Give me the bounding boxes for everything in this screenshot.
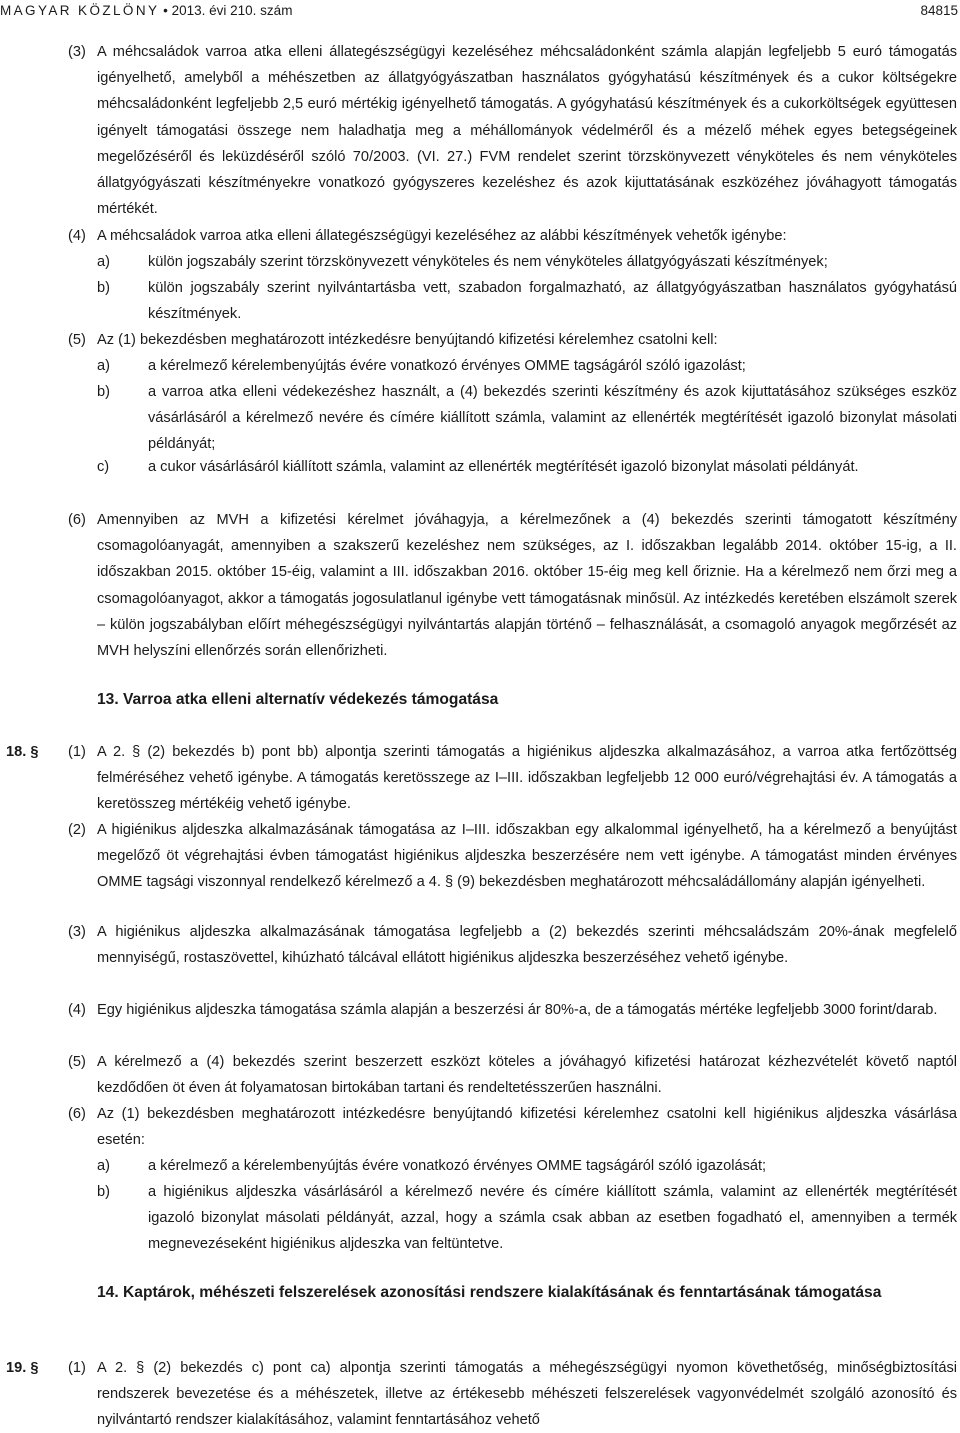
point-letter: a) (97, 1158, 110, 1174)
page-number: 84815 (920, 3, 958, 18)
paragraph-number: (1) (68, 744, 86, 760)
paragraph-number: (3) (68, 924, 86, 940)
paragraph-text: Az (1) bekezdésben meghatározott intézkedésre benyújtandó kifizetési kérelemhez csatolni kell: (97, 332, 718, 348)
point-text: a kérelmező a kérelembenyújtás évére vonatkozó érvényes OMME tagságáról szóló igazolását; (148, 1158, 767, 1174)
point-letter: a) (97, 254, 110, 270)
paragraph-text: A higiénikus aljdeszka alkalmazásának támogatása legfeljebb a (2) bekezdés szerinti méhcsaládszám 20%-ának megfelelő mennyiségű, rostaszövettel, kihúzható tálcával ellátott higiénikus aljdeszka beszerzéséhez vehető igénybe. (97, 924, 957, 967)
running-head (0, 3, 292, 18)
point-text: a varroa atka elleni védekezéshez használt, a (4) bekezdés szerinti készítmény és azok kijuttatásához szükséges eszköz vásárlásáról a kérelmező nevére és címére kiállított számla, valamint az ellenérték megtérítését igazoló bizonylat másolati példányát; (148, 384, 957, 453)
paragraph-number: (6) (68, 512, 86, 528)
section-heading: 14. Kaptárok, méhészeti felszerelések azonosítási rendszere kialakításának és fenntartásának támogatása (97, 1284, 882, 1301)
paragraph-number: (6) (68, 1106, 86, 1122)
paragraph-text: A 2. § (2) bekezdés c) pont ca) alpontja szerinti támogatás a méhegészségügyi nyomon követhetőség, minőségbiztosítási rendszerek bevezetése és a méhészetek, illetve az értékesebb méhészeti felszerelések vagyonvédelmét szolgáló azonosító és nyilvántartó rendszer kialakításához, valamint fenntartásához vehető (97, 1360, 957, 1429)
paragraph-text: Az (1) bekezdésben meghatározott intézkedésre benyújtandó kifizetési kérelemhez csatolni kell higiénikus aljdeszka vásárlása esetén: (97, 1106, 957, 1149)
section-number: 19. § (6, 1360, 39, 1376)
paragraph-number: (2) (68, 822, 86, 838)
point-text: a kérelmező kérelembenyújtás évére vonatkozó érvényes OMME tagságáról szóló igazolást; (148, 358, 746, 374)
point-text: a higiénikus aljdeszka vásárlásáról a kérelmező nevére és címére kiállított számla, valamint az ellenérték megtérítését igazoló bizonylat másolati példányát, azzal, hogy a számla csak abban az esetben fogadható el, amennyiben a termék megnevezéseként higiénikus aljdeszka van feltüntetve. (148, 1184, 957, 1253)
point-text: külön jogszabály szerint nyilvántartásba vett, szabadon forgalmazható, az állatgyógyászatban használatos gyógyhatású készítmények. (148, 280, 957, 323)
paragraph-number: (4) (68, 228, 86, 244)
paragraph-number: (1) (68, 1360, 86, 1376)
section-heading: 13. Varroa atka elleni alternatív védekezés támogatása (97, 691, 499, 708)
point-letter: b) (97, 1184, 110, 1200)
paragraph-number: (5) (68, 332, 86, 348)
paragraph-number: (3) (68, 44, 86, 60)
paragraph-text: A méhcsaládok varroa atka elleni állategészségügyi kezeléséhez az alábbi készítmények vehetők igénybe: (97, 228, 787, 244)
point-text: külön jogszabály szerint törzskönyvezett vényköteles és nem vényköteles állatgyógyászati készítmények; (148, 254, 828, 270)
paragraph-text: A méhcsaládok varroa atka elleni állategészségügyi kezeléséhez méhcsaládonként számla alapján legfeljebb 5 euró támogatás igényelhető, amelyből a méhészetben az állatgyógyászatban használatos gyógyhatású készítmények és a cukor költségekre méhcsaládonként legfeljebb 2,5 euró mértékig igényelhető támogatás. A gyógyhatású készítmények és a cukorköltségek együttesen igényelt támogatási összege nem haladhatja meg a méhállományok védelméről és a mézelő méhek egyes betegségeinek megelőzéséről és leküzdéséről szóló 70/2003. (VI. 27.) FVM rendelet szerint törzskönyvezett vényköteles és nem vényköteles állatgyógyászati készítményekre vonatkozó gyógyszeres kezeléshez és azok kijuttatásának eszközéhez jóváhagyott támogatás mértékét. (97, 44, 957, 218)
point-letter: b) (97, 280, 110, 296)
point-letter: b) (97, 384, 110, 400)
paragraph-text: Amennyiben az MVH a kifizetési kérelmet jóváhagyja, a kérelmezőnek a (4) bekezdés szerinti támogatott készítmény csomagolóanyagát, amennyiben a szakszerű kezeléshez nem szükséges, az I. időszakban legalább 2014. október 15-ig, a II. időszakban 2015. október 15-éig, valamint a III. időszakban 2016. október 15-éig meg kell őriznie. Ha a kérelmező nem őrzi meg a csomagolóanyagot, akkor a támogatás jogosulatlanul igénybe vett támogatásnak minősül. Az intézkedés keretében elszámolt szerek – külön jogszabályban előírt méhegészségügyi nyilvántartás alapján történő – felhasználását, a csomagoló anyagok megőrzését az MVH helyszíni ellenőrzés során ellenőrizheti. (97, 512, 957, 660)
page-header (0, 0, 960, 24)
paragraph-text: Egy higiénikus aljdeszka támogatása számla alapján a beszerzési ár 80%-a, de a támogatás mértéke legfeljebb 3000 forint/darab. (97, 1002, 938, 1018)
point-text: a cukor vásárlásáról kiállított számla, valamint az ellenérték megtérítését igazoló bizonylat másolati példányát. (148, 459, 859, 475)
point-letter: a) (97, 358, 110, 374)
paragraph-number: (5) (68, 1054, 86, 1070)
section-number: 18. § (6, 744, 39, 760)
paragraph-text: A 2. § (2) bekezdés b) pont bb) alpontja szerinti támogatás a higiénikus aljdeszka alkalmazásához, a varroa atka fertőzöttség felméréséhez vehető igénybe. A támogatás keretösszege az I–III. időszakban legfeljebb 12 000 euró/végrehajtási év. A támogatás a keretösszeg mértékéig vehető igénybe. (97, 744, 957, 813)
journal-title: MAGYAR KÖZLÖNY (0, 3, 160, 18)
point-letter: c) (97, 459, 110, 475)
paragraph-text: A higiénikus aljdeszka alkalmazásának támogatása az I–III. időszakban egy alkalommal igényelhető, ha a kérelmező a benyújtást megelőző öt végrehajtási évben támogatást higiénikus aljdeszka beszerzésére nem vett igénybe. A támogatást minden érvényes OMME tagsági viszonnyal rendelkező kérelmező a 4. § (9) bekezdésben meghatározott méhcsaládállomány alapján igényelheti. (97, 822, 957, 891)
paragraph-number: (4) (68, 1002, 86, 1018)
issue-label: • 2013. évi 210. szám (163, 3, 293, 18)
paragraph-text: A kérelmező a (4) bekezdés szerint beszerzett eszközt köteles a jóváhagyó kifizetési határozat kézhezvételét követő naptól kezdődően öt éven át folyamatosan birtokában tartani és rendeltetésszerűen használni. (97, 1054, 957, 1097)
